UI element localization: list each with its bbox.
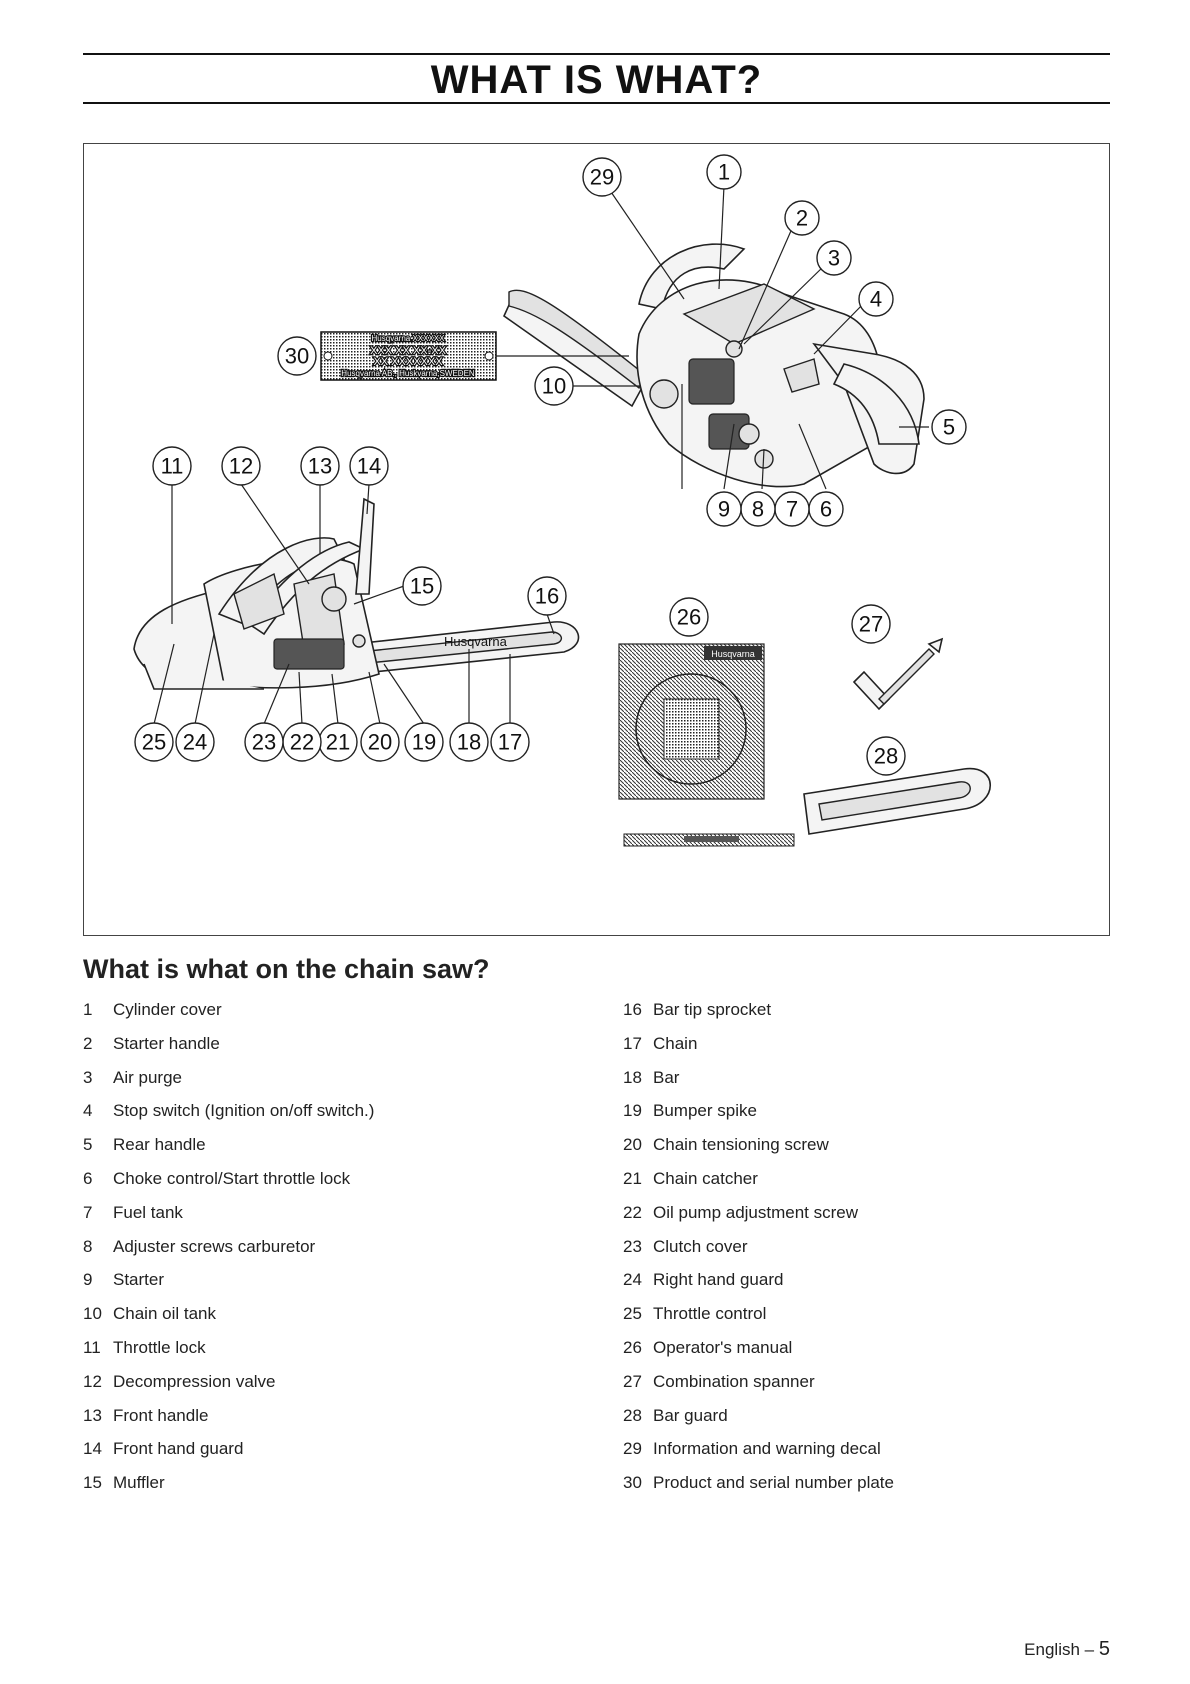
part-number: 18 [623, 1067, 642, 1087]
part-number: 24 [623, 1270, 642, 1290]
part-list-item [623, 1304, 1103, 1338]
callout-25 [135, 723, 173, 761]
page-number: 5 [1098, 1638, 1110, 1660]
part-list-item [623, 1203, 1103, 1237]
part-list-item [83, 1237, 563, 1271]
callout-22 [283, 723, 321, 761]
svg-text:17: 17 [497, 729, 523, 755]
part-number: 30 [623, 1473, 642, 1493]
part-number: 19 [623, 1101, 642, 1121]
part-label: Decompression valve [113, 1371, 276, 1391]
part-number: 27 [623, 1371, 642, 1391]
parts-list-right [623, 1000, 1103, 1507]
part-list-item [623, 1406, 1103, 1440]
part-label: Air purge [113, 1067, 182, 1087]
part-number: 26 [623, 1337, 642, 1357]
callout-17 [491, 723, 529, 761]
part-label: Front handle [113, 1405, 209, 1425]
part-list-item [83, 1000, 563, 1034]
footer-separator: – [1084, 1640, 1095, 1659]
callout-9 [707, 492, 741, 526]
svg-text:28: 28 [873, 743, 899, 769]
plate-line-1: Husqvarna XXXXXX [371, 334, 445, 343]
part-list-item [83, 1439, 563, 1473]
part-list-item [83, 1101, 563, 1135]
title-top-rule [83, 53, 1110, 55]
callout-21 [319, 723, 357, 761]
combination-spanner-illustration [854, 639, 942, 709]
part-label: Chain tensioning screw [653, 1135, 829, 1155]
callout-6 [809, 492, 843, 526]
part-list-item [83, 1135, 563, 1169]
part-number: 13 [83, 1405, 102, 1425]
part-list-item [83, 1034, 563, 1068]
operators-manual-illustration [619, 644, 794, 846]
callout-7 [775, 492, 809, 526]
part-number: 12 [83, 1371, 102, 1391]
part-number: 20 [623, 1135, 642, 1155]
svg-text:15: 15 [409, 573, 435, 599]
callout-26 [670, 598, 708, 636]
part-label: Bar [653, 1067, 680, 1087]
part-label: Bumper spike [653, 1101, 757, 1121]
svg-text:2: 2 [795, 205, 809, 231]
svg-text:19: 19 [411, 729, 437, 755]
part-list-item [83, 1338, 563, 1372]
callout-16 [528, 577, 566, 615]
part-number: 14 [83, 1439, 102, 1459]
part-label: Front hand guard [113, 1439, 244, 1459]
part-list-item [83, 1068, 563, 1102]
svg-text:22: 22 [289, 729, 315, 755]
part-label: Bar guard [653, 1405, 728, 1425]
part-number: 6 [83, 1168, 93, 1188]
callout-2 [785, 201, 819, 235]
part-list-item [623, 1034, 1103, 1068]
callout-20 [361, 723, 399, 761]
part-label: Operator's manual [653, 1337, 793, 1357]
part-list-item [83, 1203, 563, 1237]
svg-text:25: 25 [141, 729, 167, 755]
svg-text:24: 24 [182, 729, 208, 755]
part-label: Cylinder cover [113, 1000, 222, 1019]
callout-30 [278, 337, 316, 375]
part-list-item [623, 1000, 1103, 1034]
part-label: Bar tip sprocket [653, 1000, 772, 1019]
part-list-item [83, 1473, 563, 1507]
svg-text:14: 14 [356, 453, 382, 479]
part-label: Starter handle [113, 1033, 220, 1053]
callout-8 [741, 492, 775, 526]
part-list-item [623, 1338, 1103, 1372]
part-number: 22 [623, 1202, 642, 1222]
part-list-item [83, 1304, 563, 1338]
part-list-item [83, 1169, 563, 1203]
part-number: 11 [83, 1337, 101, 1357]
bar-guard-illustration [804, 769, 990, 834]
callout-3 [817, 241, 851, 275]
part-number: 21 [623, 1168, 642, 1188]
title-bottom-rule [83, 102, 1110, 104]
part-label: Rear handle [113, 1135, 206, 1155]
svg-text:3: 3 [827, 245, 841, 271]
plate-line-4: Husqvarna AB., Huskvarna,SWEDEN [341, 369, 475, 378]
manual-brand-label: Husqvarna [711, 649, 755, 659]
part-label: Combination spanner [653, 1371, 815, 1391]
part-number: 17 [623, 1033, 642, 1053]
plate-line-3: XX XXXXXXX [373, 356, 443, 368]
serial-number-plate [321, 332, 496, 380]
part-number: 23 [623, 1236, 642, 1256]
svg-text:10: 10 [541, 373, 567, 399]
svg-text:20: 20 [367, 729, 393, 755]
part-number: 25 [623, 1304, 642, 1324]
page-footer [1024, 1638, 1110, 1661]
callout-27 [852, 605, 890, 643]
callout-29 [583, 158, 621, 196]
callout-24 [176, 723, 214, 761]
svg-text:9: 9 [717, 496, 731, 522]
svg-text:26: 26 [676, 604, 702, 630]
svg-text:5: 5 [942, 414, 956, 440]
callout-4 [859, 282, 893, 316]
section-title: What is what on the chain saw? [83, 954, 490, 984]
part-number: 15 [83, 1473, 102, 1493]
part-label: Throttle lock [113, 1337, 206, 1357]
callout-1 [707, 155, 741, 189]
svg-text:4: 4 [869, 286, 883, 312]
part-number: 4 [83, 1101, 93, 1121]
part-label: Oil pump adjustment screw [653, 1202, 859, 1222]
part-number: 29 [623, 1439, 642, 1459]
part-list-item [623, 1135, 1103, 1169]
callout-12 [222, 447, 260, 485]
svg-text:6: 6 [819, 496, 833, 522]
part-label: Chain catcher [653, 1168, 758, 1188]
part-label: Stop switch (Ignition on/off switch.) [113, 1101, 375, 1121]
part-label: Information and warning decal [653, 1439, 881, 1459]
bar-brand-label: Husqvarna [444, 634, 507, 649]
part-label: Right hand guard [653, 1270, 784, 1290]
part-label: Chain [653, 1033, 698, 1053]
plate-line-2: XXX XX XX-XX [370, 345, 446, 357]
part-number: 8 [83, 1236, 93, 1256]
part-list-item [623, 1473, 1103, 1507]
callout-19 [405, 723, 443, 761]
part-number: 3 [83, 1067, 93, 1087]
part-number: 7 [83, 1202, 93, 1222]
part-label: Throttle control [653, 1304, 767, 1324]
svg-text:21: 21 [325, 729, 351, 755]
part-label: Starter [113, 1270, 165, 1290]
part-list-item [623, 1237, 1103, 1271]
svg-text:12: 12 [228, 453, 254, 479]
part-label: Chain oil tank [113, 1304, 217, 1324]
part-list-item [623, 1169, 1103, 1203]
svg-text:8: 8 [751, 496, 765, 522]
footer-language: English [1024, 1640, 1080, 1659]
svg-text:29: 29 [589, 164, 615, 190]
part-list-item [623, 1068, 1103, 1102]
chainsaw-diagram [84, 144, 1111, 937]
part-number: 28 [623, 1405, 642, 1425]
svg-text:11: 11 [160, 453, 184, 479]
part-number: 16 [623, 1000, 642, 1019]
callout-15 [403, 567, 441, 605]
part-list-item [623, 1101, 1103, 1135]
part-number: 2 [83, 1033, 93, 1053]
part-list-item [83, 1406, 563, 1440]
part-list-item [83, 1372, 563, 1406]
part-label: Adjuster screws carburetor [113, 1236, 316, 1256]
callout-11 [153, 447, 191, 485]
part-list-item [623, 1439, 1103, 1473]
svg-text:7: 7 [785, 496, 799, 522]
chainsaw-rear-view [504, 244, 924, 486]
parts-illustration [83, 143, 1110, 936]
part-number: 9 [83, 1270, 93, 1290]
svg-text:18: 18 [456, 729, 482, 755]
part-label: Clutch cover [653, 1236, 748, 1256]
svg-text:27: 27 [858, 611, 884, 637]
part-list-item [623, 1270, 1103, 1304]
part-number: 1 [83, 1000, 93, 1019]
svg-text:1: 1 [717, 159, 731, 185]
page-title: WHAT IS WHAT? [430, 58, 763, 102]
parts-list-left [83, 1000, 563, 1507]
svg-text:16: 16 [534, 583, 560, 609]
callout-13 [301, 447, 339, 485]
chainsaw-side-view [134, 499, 578, 689]
part-list-item [623, 1372, 1103, 1406]
callout-28 [867, 737, 905, 775]
callout-14 [350, 447, 388, 485]
svg-text:23: 23 [251, 729, 277, 755]
callout-5 [932, 410, 966, 444]
part-number: 10 [83, 1304, 102, 1324]
part-label: Choke control/Start throttle lock [113, 1168, 351, 1188]
svg-text:30: 30 [284, 343, 310, 369]
part-list-item [83, 1270, 563, 1304]
callout-10 [535, 367, 573, 405]
part-label: Fuel tank [113, 1202, 183, 1222]
callout-23 [245, 723, 283, 761]
part-number: 5 [83, 1135, 93, 1155]
callout-18 [450, 723, 488, 761]
svg-text:13: 13 [307, 453, 333, 479]
part-label: Muffler [113, 1473, 165, 1493]
part-label: Product and serial number plate [653, 1473, 894, 1493]
